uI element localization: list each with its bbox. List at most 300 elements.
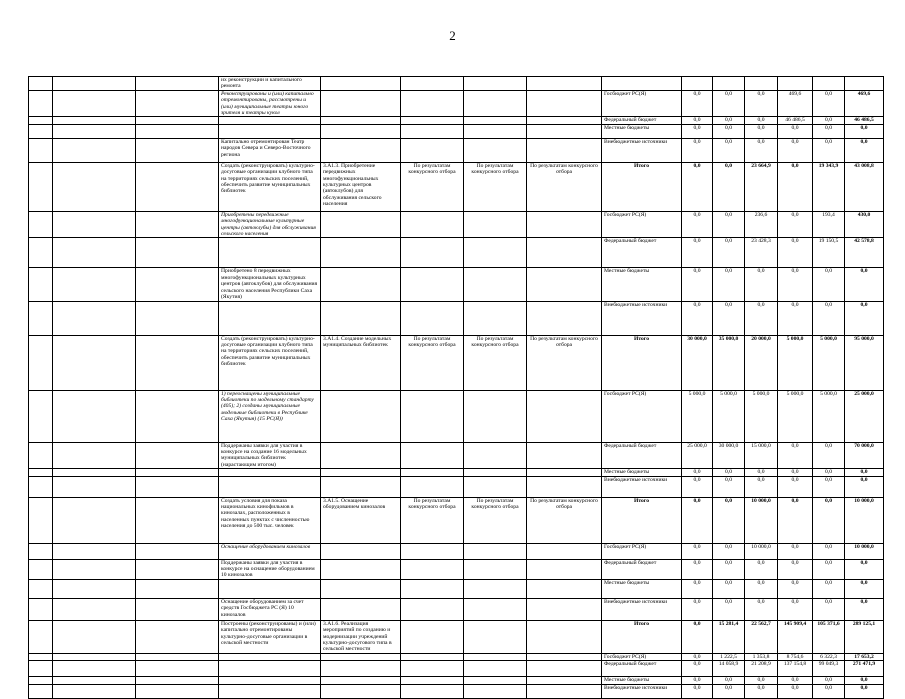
col-number [29, 497, 53, 543]
col-year-value: 43 008,8 [845, 162, 884, 211]
col-year-value: 0,0 [813, 442, 845, 469]
col-year-value: 30 000,0 [713, 442, 745, 469]
col-result-2 [527, 677, 602, 684]
col-year-value: 0,0 [813, 559, 845, 579]
table-row [29, 684, 884, 698]
col-number [29, 442, 53, 469]
col-result-2 [527, 559, 602, 579]
col-criterion: По результатам конкурсного отбора [464, 335, 527, 390]
col-year-value: 0,0 [682, 162, 713, 211]
col-year-value: 193,4 [813, 211, 845, 238]
col-result-2 [527, 598, 602, 620]
col-year-value: 0,0 [713, 579, 745, 598]
col-year-value: 0,0 [682, 559, 713, 579]
col-description [219, 117, 321, 124]
col-result-2 [527, 620, 602, 653]
col-source: Внебюджетные источники [602, 598, 682, 620]
col-description [219, 301, 321, 335]
col-year-value: 0,0 [813, 579, 845, 598]
col-source: Итого [602, 620, 682, 653]
col-result [401, 301, 464, 335]
col-year-value: 469,6 [778, 90, 813, 117]
col-result [401, 559, 464, 579]
col-result-2 [527, 442, 602, 469]
col-result-2 [527, 211, 602, 238]
col-year-value: 5 000,0 [778, 390, 813, 442]
col-subtask [136, 497, 219, 543]
col-year-value: 0,0 [813, 543, 845, 559]
table-row [29, 559, 884, 579]
col-result-2 [527, 77, 602, 91]
col-description [219, 469, 321, 476]
col-description: их реконструкции и капитального ремонта [219, 77, 321, 91]
col-source: Местные бюджеты [602, 268, 682, 301]
col-year-value: 0,0 [682, 497, 713, 543]
col-subtask [136, 598, 219, 620]
col-year-value: 15 000,0 [745, 442, 778, 469]
col-year-value: 0,0 [813, 117, 845, 124]
col-year-value: 6 322,3 [813, 653, 845, 660]
col-year-value: 10 000,0 [845, 497, 884, 543]
table-row [29, 661, 884, 677]
col-result-2: По результатам конкурсного отбора [527, 335, 602, 390]
col-source: Федеральный бюджет [602, 661, 682, 677]
col-year-value: 0,0 [713, 497, 745, 543]
col-year-value: 0,0 [713, 476, 745, 497]
col-source: Федеральный бюджет [602, 442, 682, 469]
program-table [28, 76, 884, 699]
table-row [29, 138, 884, 162]
col-source: Местные бюджеты [602, 124, 682, 138]
col-description [219, 124, 321, 138]
col-result [401, 138, 464, 162]
col-subtask [136, 211, 219, 238]
col-year-value: 0,0 [778, 301, 813, 335]
col-number [29, 661, 53, 677]
col-number [29, 138, 53, 162]
col-year-value: 0,0 [713, 117, 745, 124]
col-subtask [136, 620, 219, 653]
col-subtask [136, 138, 219, 162]
col-criterion [464, 211, 527, 238]
col-year-value: 0,0 [745, 677, 778, 684]
col-number [29, 469, 53, 476]
col-year-value: 0,0 [713, 211, 745, 238]
col-year-value: 0,0 [813, 684, 845, 698]
col-source: Федеральный бюджет [602, 559, 682, 579]
col-number [29, 77, 53, 91]
col-task [53, 138, 136, 162]
col-result-2 [527, 579, 602, 598]
col-measure [321, 543, 401, 559]
col-task [53, 390, 136, 442]
col-description: Поддержаны заявки для участия в конкурсе на создание 16 модельных муниципальных библиотек (нарастающим итогом) [219, 442, 321, 469]
col-criterion [464, 653, 527, 660]
col-description: 1) переоснащены муниципальные библиотеки по модельному стандарту (405); 2) созданы муниципальные модельные библиотеки в Республике Саха (Якутия) (15 РС(Я)) [219, 390, 321, 442]
col-subtask [136, 469, 219, 476]
col-number [29, 90, 53, 117]
col-description: Поддержаны заявки для участия в конкурсе на оснащение оборудованием 10 кинозалов [219, 559, 321, 579]
col-description: Капитально отремонтирован Театр народов Севера и Северо-Восточного региона [219, 138, 321, 162]
col-measure [321, 476, 401, 497]
col-task [53, 301, 136, 335]
col-year-value: 0,0 [682, 301, 713, 335]
col-year-value: 0,0 [713, 238, 745, 268]
col-source: Внебюджетные источники [602, 684, 682, 698]
table-row [29, 117, 884, 124]
col-result-2 [527, 124, 602, 138]
col-source: Госбюджет РС(Я) [602, 653, 682, 660]
col-result-2 [527, 138, 602, 162]
col-task [53, 124, 136, 138]
col-source [602, 77, 682, 91]
col-subtask [136, 390, 219, 442]
col-task [53, 162, 136, 211]
col-year-value: 0,0 [713, 684, 745, 698]
col-year-value: 0,0 [813, 301, 845, 335]
col-year-value: 0,0 [682, 117, 713, 124]
col-year-value: 0,0 [713, 469, 745, 476]
col-year-value: 0,0 [682, 579, 713, 598]
col-number [29, 620, 53, 653]
col-description [219, 653, 321, 660]
col-result-2: По результатам конкурсного отбора [527, 162, 602, 211]
col-result-2 [527, 268, 602, 301]
col-year-value: 10 000,0 [745, 543, 778, 559]
col-measure [321, 598, 401, 620]
col-task [53, 559, 136, 579]
col-description [219, 476, 321, 497]
col-subtask [136, 579, 219, 598]
col-year-value: 0,0 [682, 476, 713, 497]
col-year-value: 99 049,3 [813, 661, 845, 677]
col-task [53, 620, 136, 653]
col-year-value: 0,0 [682, 620, 713, 653]
col-measure [321, 211, 401, 238]
table-row [29, 620, 884, 653]
col-description: Создать условия для показа национальных кинофильмов в кинозалах, расположенных в населенных пунктах с численностью населения до 500 тыс. человек [219, 497, 321, 543]
col-year-value: 22 562,7 [745, 620, 778, 653]
col-year-value: 236,6 [745, 211, 778, 238]
col-year-value: 0,0 [713, 162, 745, 211]
col-description [219, 579, 321, 598]
col-year-value: 0,0 [745, 301, 778, 335]
col-year-value: 0,0 [745, 684, 778, 698]
col-source: Итого [602, 497, 682, 543]
col-year-value: 0,0 [845, 476, 884, 497]
col-year-value: 0,0 [845, 469, 884, 476]
col-result [401, 117, 464, 124]
col-task [53, 476, 136, 497]
col-measure [321, 469, 401, 476]
col-subtask [136, 124, 219, 138]
col-number [29, 162, 53, 211]
col-year-value [713, 77, 745, 91]
col-year-value: 0,0 [845, 268, 884, 301]
col-measure [321, 579, 401, 598]
col-year-value: 0,0 [778, 162, 813, 211]
col-number [29, 598, 53, 620]
col-number [29, 579, 53, 598]
col-subtask [136, 117, 219, 124]
col-year-value: 145 909,4 [778, 620, 813, 653]
col-criterion [464, 684, 527, 698]
col-criterion [464, 90, 527, 117]
col-year-value: 0,0 [778, 268, 813, 301]
table-row [29, 90, 884, 117]
col-source: Внебюджетные источники [602, 476, 682, 497]
col-year-value: 5 000,0 [713, 390, 745, 442]
col-result: По результатам конкурсного отбора [401, 162, 464, 211]
col-measure [321, 238, 401, 268]
col-source: Госбюджет РС(Я) [602, 543, 682, 559]
col-criterion [464, 390, 527, 442]
col-subtask [136, 661, 219, 677]
col-result-2 [527, 684, 602, 698]
col-measure [321, 390, 401, 442]
col-number [29, 211, 53, 238]
col-year-value: 0,0 [682, 90, 713, 117]
col-year-value: 0,0 [745, 124, 778, 138]
col-task [53, 684, 136, 698]
col-year-value: 0,0 [813, 476, 845, 497]
table-row [29, 476, 884, 497]
col-description: Создать (реконструировать) культурно-досуговые организации клубного типа на территориях сельских поселений, обеспечить развитие муниципальных библиотек [219, 162, 321, 211]
col-year-value: 17 653,2 [845, 653, 884, 660]
col-task [53, 442, 136, 469]
col-criterion [464, 442, 527, 469]
col-task [53, 77, 136, 91]
col-year-value: 0,0 [813, 268, 845, 301]
col-year-value: 0,0 [682, 138, 713, 162]
col-description [219, 677, 321, 684]
col-year-value: 23 428,3 [745, 238, 778, 268]
table-row [29, 335, 884, 390]
col-description [219, 238, 321, 268]
col-year-value: 14 058,9 [713, 661, 745, 677]
col-year-value: 0,0 [745, 90, 778, 117]
col-measure [321, 90, 401, 117]
col-result-2 [527, 661, 602, 677]
col-criterion [464, 124, 527, 138]
col-result-2: По результатам конкурсного отбора [527, 497, 602, 543]
col-number [29, 476, 53, 497]
col-year-value [813, 77, 845, 91]
col-subtask [136, 476, 219, 497]
col-subtask [136, 677, 219, 684]
col-year-value: 0,0 [778, 238, 813, 268]
col-number [29, 543, 53, 559]
col-year-value [682, 77, 713, 91]
col-year-value: 105 371,6 [813, 620, 845, 653]
col-year-value: 95 000,0 [845, 335, 884, 390]
col-measure [321, 138, 401, 162]
col-year-value [845, 77, 884, 91]
col-result-2 [527, 117, 602, 124]
col-subtask [136, 90, 219, 117]
col-year-value: 0,0 [745, 559, 778, 579]
col-source: Местные бюджеты [602, 579, 682, 598]
col-result-2 [527, 653, 602, 660]
col-year-value: 0,0 [778, 543, 813, 559]
col-result-2 [527, 476, 602, 497]
col-year-value: 5 000,0 [778, 335, 813, 390]
col-year-value: 0,0 [845, 559, 884, 579]
col-source: Госбюджет РС(Я) [602, 211, 682, 238]
col-subtask [136, 335, 219, 390]
col-criterion [464, 559, 527, 579]
col-year-value: 46 486,5 [778, 117, 813, 124]
col-year-value: 0,0 [845, 138, 884, 162]
table-row [29, 543, 884, 559]
col-description [219, 661, 321, 677]
page-number: 2 [449, 28, 456, 43]
table-row [29, 442, 884, 469]
table-row [29, 653, 884, 660]
col-criterion [464, 138, 527, 162]
col-subtask [136, 238, 219, 268]
col-subtask [136, 301, 219, 335]
col-year-value: 5 000,0 [813, 390, 845, 442]
col-description: Создать (реконструировать) культурно-досуговые организации клубного типа на территориях сельских поселений, обеспечить развитие муниципальных библиотек [219, 335, 321, 390]
col-year-value: 0,0 [713, 301, 745, 335]
col-measure [321, 301, 401, 335]
col-year-value: 46 486,5 [845, 117, 884, 124]
col-task [53, 543, 136, 559]
col-result-2 [527, 543, 602, 559]
col-criterion: По результатам конкурсного отбора [464, 497, 527, 543]
col-measure [321, 268, 401, 301]
col-number [29, 684, 53, 698]
col-task [53, 653, 136, 660]
col-year-value: 0,0 [713, 598, 745, 620]
col-criterion [464, 301, 527, 335]
table-row [29, 238, 884, 268]
col-result: По результатам конкурсного отбора [401, 497, 464, 543]
col-year-value: 430,0 [845, 211, 884, 238]
col-year-value: 0,0 [813, 598, 845, 620]
col-result [401, 469, 464, 476]
col-task [53, 598, 136, 620]
col-year-value: 19 150,5 [813, 238, 845, 268]
col-number [29, 268, 53, 301]
col-year-value: 35 000,0 [713, 335, 745, 390]
col-result [401, 211, 464, 238]
col-year-value: 0,0 [745, 476, 778, 497]
col-year-value: 0,0 [778, 598, 813, 620]
col-year-value: 0,0 [682, 684, 713, 698]
col-subtask [136, 268, 219, 301]
col-year-value: 0,0 [682, 598, 713, 620]
col-year-value: 0,0 [813, 124, 845, 138]
col-year-value: 0,0 [745, 598, 778, 620]
col-description: Приобретены передвижные многофункциональные культурные центры (автоклубы) для обслуживания сельского населения [219, 211, 321, 238]
col-year-value: 0,0 [845, 684, 884, 698]
col-result [401, 620, 464, 653]
col-result-2 [527, 390, 602, 442]
col-result: По результатам конкурсного отбора [401, 335, 464, 390]
col-year-value: 0,0 [682, 469, 713, 476]
col-year-value: 5 000,0 [682, 390, 713, 442]
col-result-2 [527, 238, 602, 268]
col-year-value: 0,0 [778, 677, 813, 684]
col-year-value: 0,0 [778, 469, 813, 476]
col-year-value: 0,0 [778, 684, 813, 698]
col-description: Построены (реконструированы) и (или) капитально отремонтированы культурно-досуговые организации в сельской местности [219, 620, 321, 653]
col-year-value: 0,0 [713, 90, 745, 117]
col-measure [321, 661, 401, 677]
col-measure [321, 442, 401, 469]
col-year-value: 0,0 [778, 476, 813, 497]
table-row [29, 390, 884, 442]
col-description: Приобретено 8 передвижных многофункциональных культурных центров (автоклубов) для обслуживания сельского населения Республики Саха (Якутия) [219, 268, 321, 301]
col-description: Оснащение оборудованием за счет средств Госбюджета РС (Я) 10 кинозалов [219, 598, 321, 620]
col-task [53, 90, 136, 117]
col-result [401, 90, 464, 117]
col-subtask [136, 162, 219, 211]
col-year-value: 0,0 [745, 117, 778, 124]
col-source: Итого [602, 335, 682, 390]
col-task [53, 268, 136, 301]
col-number [29, 301, 53, 335]
col-year-value: 0,0 [745, 469, 778, 476]
col-source: Внебюджетные источники [602, 138, 682, 162]
col-source: Госбюджет РС(Я) [602, 390, 682, 442]
col-year-value: 1 222,5 [713, 653, 745, 660]
col-result [401, 677, 464, 684]
col-year-value: 20 000,0 [745, 335, 778, 390]
table-row [29, 268, 884, 301]
col-year-value: 0,0 [682, 124, 713, 138]
col-criterion [464, 77, 527, 91]
col-year-value: 5 000,0 [745, 390, 778, 442]
col-number [29, 117, 53, 124]
col-criterion: По результатам конкурсного отбора [464, 162, 527, 211]
col-task [53, 469, 136, 476]
col-result [401, 238, 464, 268]
col-measure [321, 77, 401, 91]
col-measure [321, 684, 401, 698]
col-year-value: 0,0 [682, 543, 713, 559]
table-row [29, 579, 884, 598]
col-year-value: 0,0 [813, 138, 845, 162]
col-task [53, 117, 136, 124]
col-year-value: 0,0 [813, 469, 845, 476]
col-measure [321, 117, 401, 124]
col-year-value: 21 208,9 [745, 661, 778, 677]
col-subtask [136, 559, 219, 579]
table-row [29, 469, 884, 476]
col-source: Федеральный бюджет [602, 238, 682, 268]
col-criterion [464, 238, 527, 268]
col-task [53, 497, 136, 543]
col-result [401, 598, 464, 620]
col-year-value: 8 754,6 [778, 653, 813, 660]
col-number [29, 390, 53, 442]
col-measure [321, 677, 401, 684]
col-measure [321, 653, 401, 660]
col-criterion [464, 469, 527, 476]
col-year-value: 0,0 [813, 497, 845, 543]
col-year-value: 289 125,1 [845, 620, 884, 653]
col-year-value: 0,0 [713, 543, 745, 559]
col-year-value: 19 343,9 [813, 162, 845, 211]
col-year-value: 15 281,4 [713, 620, 745, 653]
col-subtask [136, 543, 219, 559]
table-row [29, 301, 884, 335]
col-number [29, 559, 53, 579]
col-task [53, 661, 136, 677]
